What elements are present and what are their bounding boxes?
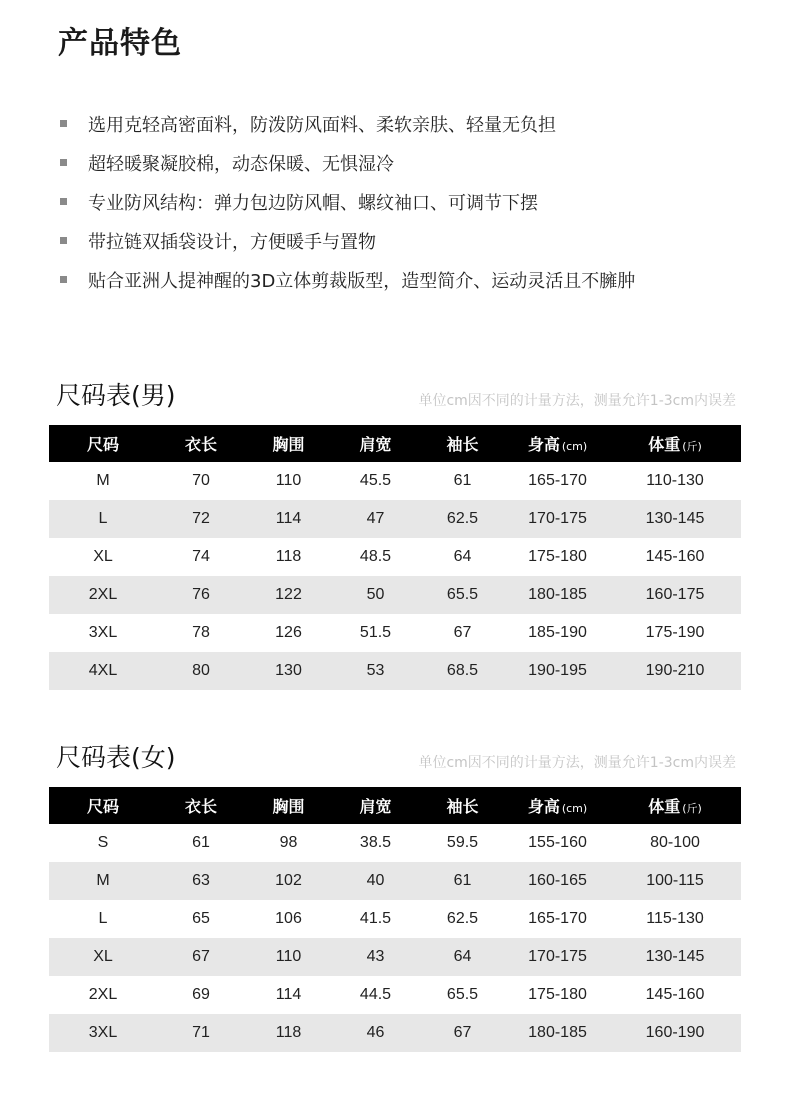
header-weight: 体重 (斤): [609, 425, 741, 462]
table-row: [49, 1014, 741, 1052]
men-size-table: [49, 425, 741, 690]
table-cell: 165-170: [528, 472, 587, 489]
table-cell: 48.5: [359, 548, 392, 565]
table-cell: 122: [245, 576, 332, 614]
table-cell: 68.5: [419, 652, 506, 690]
table-cell: M: [49, 862, 157, 900]
table-cell: 38.5: [359, 834, 392, 851]
table-cell: 44.5: [359, 986, 392, 1003]
table-cell: 110: [245, 938, 332, 976]
header-height: 身高 (cm): [506, 787, 609, 824]
feature-list: [60, 104, 635, 299]
table-cell: 130: [245, 652, 332, 690]
table-cell: 63: [157, 862, 245, 900]
table-cell: 165-170: [528, 910, 587, 927]
table-cell: 45.5: [359, 472, 392, 489]
table-cell: 61: [453, 472, 472, 489]
table-cell: 155-160: [528, 834, 587, 851]
table-header-row: [49, 787, 741, 824]
table-cell: 180-185: [506, 1014, 609, 1052]
table-cell: 118: [245, 1014, 332, 1052]
table-cell: 130-145: [609, 938, 741, 976]
table-cell: 80: [157, 652, 245, 690]
table-cell: 71: [157, 1014, 245, 1052]
header-size: 尺码: [49, 787, 157, 824]
table-row: [49, 900, 741, 938]
table-cell: 118: [275, 548, 302, 565]
table-cell: XL: [49, 938, 157, 976]
table-cell: 41.5: [359, 910, 392, 927]
table-row: [49, 614, 741, 652]
feature-text: 选用克轻高密面料，防泼防风面料、柔软亲肤、轻量无负担: [88, 114, 556, 136]
table-cell: 76: [157, 576, 245, 614]
header-height: 身高 (cm): [506, 425, 609, 462]
women-table-body: [49, 824, 741, 1052]
feature-item: [60, 221, 635, 260]
table-row: [49, 938, 741, 976]
table-cell: 50: [332, 576, 419, 614]
table-cell: 67: [453, 624, 472, 641]
table-cell: 61: [192, 834, 210, 851]
table-row: [49, 500, 741, 538]
feature-item: [60, 143, 635, 182]
table-cell: 64: [419, 938, 506, 976]
header-length: 衣长: [157, 787, 245, 824]
feature-text: 带拉链双插袋设计，方便暖手与置物: [88, 231, 376, 253]
table-cell: 72: [157, 500, 245, 538]
table-cell: 98: [279, 834, 298, 851]
table-cell: 185-190: [528, 624, 587, 641]
table-cell: 46: [332, 1014, 419, 1052]
table-cell: 170-175: [506, 500, 609, 538]
table-row: [49, 976, 741, 1014]
women-unit-note: 单位cm因不同的计量方法，测量允许1-3cm内误差: [418, 755, 736, 771]
table-cell: 2XL: [49, 576, 157, 614]
table-cell: 70: [192, 472, 210, 489]
table-cell: 74: [192, 548, 210, 565]
table-cell: 62.5: [446, 910, 479, 927]
table-cell: 145-160: [645, 986, 705, 1003]
women-size-table: [49, 787, 741, 1052]
table-cell: 160-190: [609, 1014, 741, 1052]
page-title: 产品特色: [58, 26, 182, 61]
table-cell: 47: [332, 500, 419, 538]
table-cell: 78: [192, 624, 210, 641]
table-cell: 145-160: [645, 548, 705, 565]
table-cell: 114: [275, 986, 302, 1003]
table-cell: 3XL: [49, 1014, 157, 1052]
table-cell: 53: [332, 652, 419, 690]
table-cell: 43: [332, 938, 419, 976]
table-cell: M: [96, 472, 110, 489]
table-cell: L: [98, 910, 108, 927]
header-length: 衣长: [157, 425, 245, 462]
table-cell: 160-165: [506, 862, 609, 900]
table-cell: 67: [157, 938, 245, 976]
table-cell: 180-185: [506, 576, 609, 614]
table-cell: 170-175: [506, 938, 609, 976]
table-row: [49, 462, 741, 500]
table-cell: 51.5: [359, 624, 392, 641]
table-cell: XL: [93, 548, 113, 565]
feature-text: 贴合亚洲人提神醒的3D立体剪裁版型，造型简介、运动灵活且不臃肿: [88, 270, 636, 292]
table-cell: 67: [419, 1014, 506, 1052]
feature-item: [60, 182, 635, 221]
men-unit-note: 单位cm因不同的计量方法，测量允许1-3cm内误差: [418, 393, 736, 409]
header-shoulder: 肩宽: [332, 787, 419, 824]
table-row: [49, 862, 741, 900]
header-sleeve: 袖长: [419, 787, 506, 824]
table-cell: 3XL: [88, 624, 118, 641]
table-cell: 130-145: [609, 500, 741, 538]
table-cell: 110: [275, 472, 302, 489]
men-size-chart-title: 尺码表(男): [56, 381, 176, 410]
feature-text: 超轻暖聚凝胶棉，动态保暖、无惧湿冷: [88, 153, 394, 175]
feature-item: [60, 260, 635, 299]
table-cell: 65: [192, 910, 210, 927]
square-bullet-icon: [60, 276, 67, 283]
table-cell: 64: [453, 548, 472, 565]
feature-item: [60, 104, 635, 143]
square-bullet-icon: [60, 237, 67, 244]
table-cell: 65.5: [446, 986, 479, 1003]
table-cell: 62.5: [419, 500, 506, 538]
table-header-row: [49, 425, 741, 462]
table-row: [49, 538, 741, 576]
table-cell: 110-130: [646, 472, 704, 489]
table-cell: 40: [332, 862, 419, 900]
table-cell: 59.5: [446, 834, 479, 851]
square-bullet-icon: [60, 198, 67, 205]
table-cell: 160-175: [609, 576, 741, 614]
square-bullet-icon: [60, 159, 67, 166]
header-sleeve: 袖长: [419, 425, 506, 462]
table-cell: 190-195: [506, 652, 609, 690]
square-bullet-icon: [60, 120, 67, 127]
table-cell: 175-180: [528, 986, 587, 1003]
table-cell: 65.5: [419, 576, 506, 614]
table-cell: 126: [275, 624, 302, 641]
table-cell: 100-115: [609, 862, 741, 900]
table-cell: 69: [192, 986, 210, 1003]
table-row: [49, 824, 741, 862]
table-row: [49, 576, 741, 614]
table-cell: 175-190: [645, 624, 705, 641]
table-cell: 102: [245, 862, 332, 900]
header-chest: 胸围: [245, 787, 332, 824]
table-cell: 175-180: [528, 548, 587, 565]
women-size-chart-title: 尺码表(女): [56, 743, 176, 772]
header-size: 尺码: [49, 425, 157, 462]
table-cell: 2XL: [88, 986, 118, 1003]
header-chest: 胸围: [245, 425, 332, 462]
table-cell: L: [49, 500, 157, 538]
men-table-body: [49, 462, 741, 690]
header-weight: 体重 (斤): [609, 787, 741, 824]
table-cell: 115-130: [646, 910, 704, 927]
table-cell: S: [97, 834, 109, 851]
table-cell: 80-100: [650, 834, 700, 851]
table-cell: 114: [245, 500, 332, 538]
feature-text: 专业防风结构：弹力包边防风帽、螺纹袖口、可调节下摆: [88, 192, 538, 214]
header-shoulder: 肩宽: [332, 425, 419, 462]
table-cell: 106: [275, 910, 302, 927]
table-cell: 61: [419, 862, 506, 900]
table-cell: 190-210: [609, 652, 741, 690]
table-row: [49, 652, 741, 690]
table-cell: 4XL: [49, 652, 157, 690]
